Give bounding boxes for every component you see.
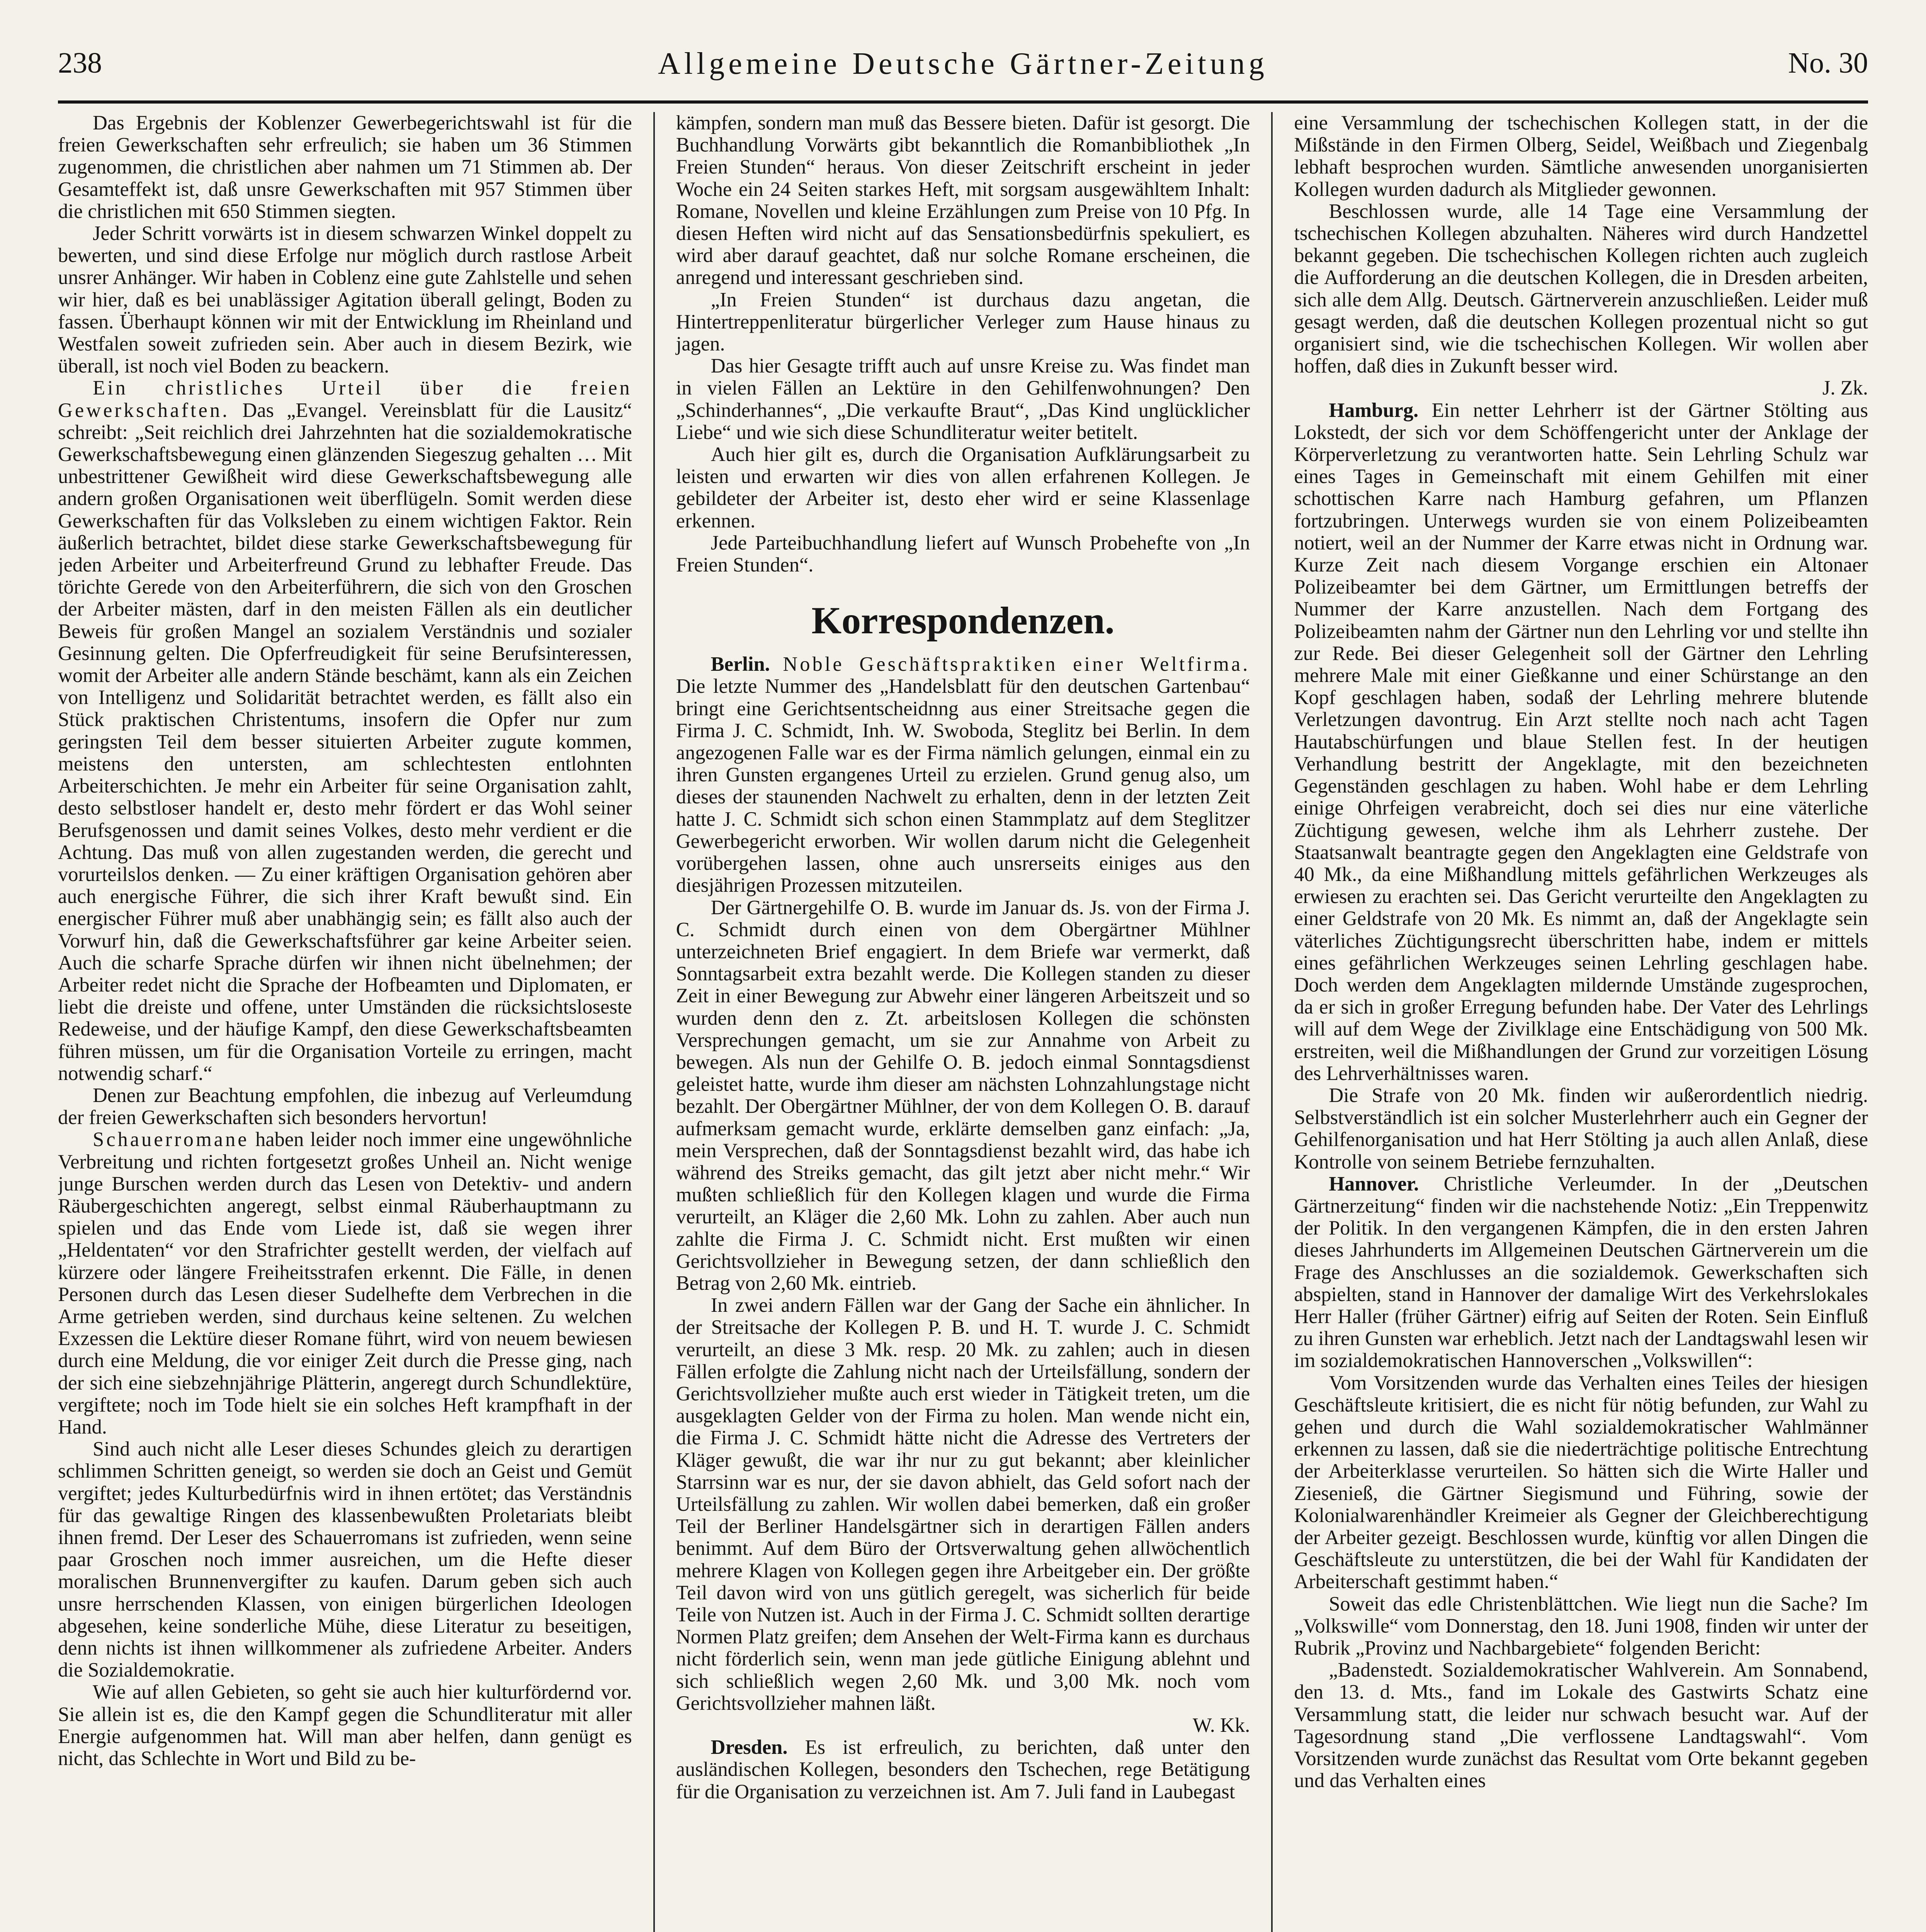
- paragraph: [58, 1129, 632, 1438]
- paragraph: „In Freien Stunden“ ist durchaus dazu angetan, die Hintertreppenliteratur bürgerlicher Verleger zum Hause hinaus zu jagen.: [676, 288, 1250, 355]
- paragraph: [676, 1736, 1250, 1803]
- paragraph: Wie auf allen Gebieten, so geht sie auch hier kulturfördernd vor. Sie allein ist es, die den Kampf gegen die Schundliteratur mit aller Energie aufgenommen hat. Will man aber helfen, dann genügt es nicht, das Schlechte in Wort und Bild zu be-: [58, 1681, 632, 1770]
- paragraph: eine Versammlung der tschechischen Kollegen statt, in der die Mißstände in den Firmen Olberg, Seidel, Weißbach und Ziegenbalg lebhaft besprochen wurden. Sämtliche anwesenden unorganisierten Kollegen wurden dadurch als Mitglieder gewonnen.: [1294, 112, 1868, 201]
- column-1: [58, 112, 653, 1932]
- column-2: [653, 112, 1272, 1932]
- paragraph: Vom Vorsitzenden wurde das Verhalten eines Teiles der hiesigen Geschäftsleute kritisiert, die es nicht für nötig befunden, zur Wahl zu gehen und durch die Wahl sozialdemokratischer Wahlmänner erkennen zu lassen, daß sie die niederträchtige politische Entrechtung der Arbeiterklasse verurteilen. So hätten sich die Wirte Haller und Ziesenieß, die Gärtner Siegismund und Führing, sowie der Kolonialwarenhändler Kreimeier als Gegner der Gleichberechtigung der Arbeiter gezeigt. Beschlossen wurde, künftig vor allen Dingen die Geschäftsleute zu unterstützen, die bei der Wahl für Kandidaten der Arbeiterschaft gestimmt haben.“: [1294, 1371, 1868, 1593]
- paragraph: [676, 1294, 1250, 1736]
- page-number: 238: [58, 47, 102, 79]
- paragraph: Die Strafe von 20 Mk. finden wir außerordentlich niedrig. Selbstverständlich ist ein solcher Musterlehrherr auch ein Gegner der Gehilfenorganisation und hat Herr Stölting ja auch allen Anlaß, diese Kontrolle von seinem Betriebe fernzuhalten.: [1294, 1084, 1868, 1173]
- place-label: Dresden.: [711, 1736, 788, 1759]
- paragraph-text: Beschlossen wurde, alle 14 Tage eine Versammlung der tschechischen Kollegen abzuhalten. Näheres wird durch Handzettel bekannt gegeben. Die tschechischen Kollegen richten auch zugleich die Aufforderung an die deutschen Kollegen, die in Dresden arbeiten, sich alle dem Allg. Deutsch. Gärtnerverein anzuschließen. Leider muß gesagt werden, daß die deutschen Kollegen prozentual nicht so gut organisiert sind, wie die tschechischen Kollegen. Wir wollen aber hoffen, daß dies in Zukunft besser wird.: [1294, 200, 1868, 378]
- paragraph: [1294, 400, 1868, 1085]
- signature: J. Zk.: [1822, 377, 1868, 400]
- paragraph: Das hier Gesagte trifft auch auf unsre Kreise zu. Was findet man in vielen Fällen an Lektüre in den Gehilfenwohnungen? Den „Schinderhannes“, „Die verkaufte Braut“, „Das Kind unglücklicher Liebe“ und wie sich diese Schundliteratur weiter betitelt.: [676, 355, 1250, 444]
- paragraph: Das Ergebnis der Koblenzer Gewerbegerichtswahl ist für die freien Gewerkschaften sehr erfreulich; sie haben um 36 Stimmen zugenommen, die christlichen aber nahmen um 71 Stimmen ab. Der Gesamteffekt ist, daß unsre Gewerkschaften mit 957 Stimmen über die christlichen mit 650 Stimmen siegten.: [58, 112, 632, 223]
- paragraph-text: In zwei andern Fällen war der Gang der Sache ein ähnlicher. In der Streitsache der Kollegen P. B. und H. T. wurde J. C. Schmidt verurteilt, an diese 3 Mk. resp. 20 Mk. zu zahlen; auch in diesen Fällen erfolgte die Zahlung nicht nach der Urteilsfällung, sondern der Gerichtsvollzieher mußte auch erst wieder in Tätigkeit treten, um die ausgeklagten Gelder von der Firma zu holen. Man wende nicht ein, die Firma J. C. Schmidt hätte nicht die Adresse des Vertreters der Kläger gewußt, die war ihr nur zu gut bekannt; aber kleinlicher Starrsinn war es nur, der sie davon abhielt, das Geld sofort nach der Urteilsfällung zu zahlen. Wir wollen dabei bemerken, daß ein großer Teil der Berliner Handelsgärtner sich in derartigen Fällen anders benimmt. Auf dem Büro der Ortsverwaltung gehen allwöchentlich mehrere Klagen von Kollegen gegen ihre Arbeitgeber ein. Der größte Teil davon wird von uns gütlich geregelt, was sicherlich für beide Teile von Nutzen ist. Auch in der Firma J. C. Schmidt sollten derartige Normen Platz greifen; dem Ansehen der Welt-Firma kann es durchaus nicht förderlich sein, wenn man jede gütliche Einigung ablehnt und sich schließlich wegen 2,60 Mk. und 3,00 Mk. noch vom Gerichtsvollzieher mahnen läßt.: [676, 1294, 1250, 1714]
- signature: W. Kk.: [1193, 1714, 1250, 1737]
- place-label: Hamburg.: [1329, 399, 1419, 422]
- issue-number: No. 30: [1788, 47, 1868, 79]
- paragraph: Denen zur Beachtung empfohlen, die inbezug auf Verleumdung der freien Gewerkschaften sich besonders hervortun!: [58, 1084, 632, 1129]
- paragraph: Jede Parteibuchhandlung liefert auf Wunsch Probehefte von „In Freien Stunden“.: [676, 531, 1250, 577]
- paragraph: Soweit das edle Christenblättchen. Wie liegt nun die Sache? Im „Volkswille“ vom Donnerstag, den 18. Juni 1908, finden wir unter der Rubrik „Provinz und Nachbargebiete“ folgenden Bericht:: [1294, 1592, 1868, 1660]
- paragraph: Jeder Schritt vorwärts ist in diesem schwarzen Winkel doppelt zu bewerten, und sind diese Erfolge nur möglich durch rastlose Arbeit unsrer Anhänger. Wir haben in Coblenz eine gute Zahlstelle und sehen wir hier, daß es bei unablässiger Agitation überall gelingt, Boden zu fassen. Überhaupt können wir mit der Entwicklung im Rheinland und Westfalen soweit zufrieden sein. Aber auch in diesem Bezirk, wie überall, ist noch viel Boden zu beackern.: [58, 222, 632, 378]
- paragraph: [676, 653, 1250, 896]
- paragraph: kämpfen, sondern man muß das Bessere bieten. Dafür ist gesorgt. Die Buchhandlung Vorwärts gibt bekanntlich die Romanbibliothek „In Freien Stunden“ heraus. Von dieser Zeitschrift erscheint in jeder Woche ein 24 Seiten starkes Heft, mit sorgsam ausgewähltem Inhalt: Romane, Novellen und kleine Erzählungen zum Preise von 10 Pfg. In diesen Heften wird nicht auf das Sensationsbedürfnis spekuliert, es wird aber darauf geachtet, daß nur solche Romane erscheinen, die anregend und interessant geschrieben sind.: [676, 112, 1250, 289]
- page-header: [58, 43, 1868, 104]
- paragraph: „Badenstedt. Sozialdemokratischer Wahlverein. Am Sonnabend, den 13. d. Mts., fand im Lokale des Gastwirts Schatz eine Versammlung statt, die leider nur schwach besucht war. Auf der Tagesordnung stand „Die verflossene Landtagswahl“. Vom Vorsitzenden wurde zunächst das Resultat vom Orte bekannt gegeben und das Verhalten eines: [1294, 1659, 1868, 1792]
- paragraph-text: Das „Evangel. Vereinsblatt für die Lausitz“ schreibt: „Seit reichlich drei Jahrzehnten hat die sozialdemokratische Gewerkschaftsbewegung einen glänzenden Siegeszug gehalten … Mit unbestrittener Gewißheit wird diese Gewerkschaftsbewegung alle andern großen Organisationen weit überflügeln. Somit werden diese Gewerkschaften für das Volksleben zu einem wichtigen Faktor. Rein äußerlich betrachtet, bildet diese starke Gewerkschaftsbewegung für jeden Arbeiter und Arbeiterfreund Grund zu lebhafter Freude. Das törichte Gerede von den Arbeiterführern, die sich von den Groschen der Arbeiter mästen, darf in den meisten Fällen als ein deutlicher Beweis für großen Mangel an sozialem Verständnis und sozialer Gesinnung gelten. Die Opferfreudigkeit für seine Berufsinteressen, womit der Arbeiter alle andern Stände beschämt, kann als ein Zeichen von Intelligenz und Solidarität betrachtet werden, es fällt also ein Stück praktischen Christentums, insofern die Opfer nur zum geringsten Teil dem besser situierten Arbeiter zugute kommen, meistens den untersten, am schlechtesten entlohnten Arbeiterschichten. Je mehr ein Arbeiter für seine Organisation zahlt, desto selbstloser handelt er, desto mehr fördert er das Wohl seiner Berufsgenossen und damit seines Volkes, desto mehr verdient er die Achtung. Das muß von allen zugestanden werden, die gerecht und vorurteilslos denken. — Zu einer kräftigen Organisation gehören aber auch energische Führer, die sich ihrer Kraft bewußt sind. Ein energischer Führer muß aber unabhängig sein; es fällt also auch der Vorwurf hin, daß die Gewerkschaftsführer gar keine Arbeiter seien. Auch die scharfe Sprache dürfen wir ihnen nicht übelnehmen; der Arbeiter redet nicht die Sprache der Hofbeamten und Diplomaten, er liebt die dreiste und offene, unter Umständen die rücksichtsloseste Redeweise, und der häufige Kampf, den diese Gewerkschaftsbeamten führen müssen, um für die Organisation Vorteile zu erringen, macht notwendig scharf.“: [58, 399, 632, 1085]
- paragraph: Auch hier gilt es, durch die Organisation Aufklärungsarbeit zu leisten und erwarten wir dies von allen erfahrenen Kollegen. Je gebildeter der Arbeiter ist, desto eher wird er seine Klassenlage erkennen.: [676, 443, 1250, 532]
- paragraph-text: Die letzte Nummer des „Handelsblatt für den deutschen Gartenbau“ bringt eine Gerichtsentscheidnng aus einer Streitsache gegen die Firma J. C. Schmidt, Inh. W. Swoboda, Steglitz bei Berlin. In dem angezogenen Falle war es der Firma nämlich gelungen, einmal ein zu ihren Gunsten ergangenes Urteil zu erzielen. Grund genug also, um dieses der staunenden Nachwelt zu erhalten, denn in der letzten Zeit hatte J. C. Schmidt sich schon einen Stammplatz auf dem Steglitzer Gewerbegericht erworben. Wir wollen darum nicht die Gelegenheit vorübergehen lassen, ohne auch unsrerseits einiges aus den diesjährigen Prozessen mitzuteilen.: [676, 675, 1250, 897]
- paragraph-text: haben leider noch immer eine ungewöhnliche Verbreitung und richten fortgesetzt großes Unheil an. Nicht wenige junge Burschen werden durch das Lesen von Detektiv- und andern Räubergeschichten angeregt, selbst einmal Räuberhauptmann zu spielen und das Ende vom Liede ist, daß sie wegen ihrer „Heldentaten“ vor den Strafrichter gestellt werden, der vielfach auf kürzere oder längere Freiheitsstrafen erkennt. Die Fälle, in denen Personen durch das Lesen dieser Sudelhefte dem Verbrechen in die Arme getrieben werden, sind durchaus keine seltenen. Zu welchen Exzessen die Lektüre dieser Romane führt, wird von neuem bewiesen durch eine Meldung, die vor einiger Zeit durch die Presse ging, nach der sich eine siebzehnjährige Plätterin, angeregt durch Schundlektüre, vergiftete; noch im Tode hielt sie ein solches Heft krampfhaft in der Hand.: [58, 1128, 632, 1438]
- column-3: [1271, 112, 1868, 1932]
- paragraph-text: Christliche Verleumder. In der „Deutschen Gärtnerzeitung“ finden wir die nachstehende Notiz: „Ein Treppenwitz der Politik. In den vergangenen Kämpfen, die in den ersten Jahren dieses Jahrhunderts im Allgemeinen Deutschen Gärtnerverein um die Frage des Anschlusses an die sozialdemok. Gewerkschaften sich abspielten, stand in Hannover der damalige Wirt des Verkehrslokales Herr Haller (früher Gärtner) eifrig auf Seiten der Roten. Sein Einfluß zu ihren Gunsten war erheblich. Jetzt nach der Landtagswahl lesen wir im sozialdemokratischen Hannoverschen „Volkswillen“:: [1294, 1172, 1868, 1372]
- paragraph-title: Ein christliches Urteil über die freien Gewerkschaften.: [58, 377, 632, 422]
- paragraph: Sind auch nicht alle Leser dieses Schundes gleich zu derartigen schlimmen Schritten geneigt, so werden sie doch an Geist und Gemüt vergiftet; jedes Kulturbedürfnis wird in ihnen ertötet; das Verständnis für das gewaltige Ringen des klassenbewußten Proletariats bleibt ihnen fremd. Der Leser des Schauerromans ist zufrieden, wenn seine paar Groschen noch immer ausreichen, um die Hefte dieser moralischen Brunnenvergifter zu kaufen. Darum geben sich auch unsre herrschenden Klassen, von einigen bürgerlichen Ideologen abgesehen, keine sonderliche Mühe, diese Literatur zu beseitigen, denn nichts ist ihnen willkommener als zufriedene Arbeiter. Anders die Sozialdemokratie.: [58, 1438, 632, 1682]
- paragraph: [1294, 1173, 1868, 1372]
- paragraph-text: Es ist erfreulich, zu berichten, daß unter den ausländischen Kollegen, besonders den Tschechen, rege Betätigung für die Organisation zu verzeichnen ist. Am 7. Juli fand in Laubegast: [676, 1736, 1250, 1803]
- place-label: Berlin.: [711, 653, 770, 676]
- section-heading: Korrespondenzen.: [811, 599, 1115, 642]
- paragraph: [1294, 201, 1868, 400]
- place-label: Hannover.: [1329, 1172, 1419, 1195]
- paragraph: Der Gärtnergehilfe O. B. wurde im Januar ds. Js. von der Firma J. C. Schmidt durch einen von dem Obergärtner Mühlner unterzeichneten Brief engagiert. In dem Briefe war vermerkt, daß Sonntagsarbeit extra bezahlt werde. Die Kollegen standen zu dieser Zeit in einer Bewegung zur Abwehr einer längeren Arbeitszeit und so wurden denn den z. Zt. arbeitslosen Kollegen die schönsten Versprechungen gemacht, um sie zur Annahme von Arbeit zu bewegen. Als nun der Gehilfe O. B. jedoch einmal Sonntagsdienst geleistet hatte, wurde ihm dieser am nächsten Lohnzahlungstage nicht bezahlt. Der Obergärtner Mühlner, der von dem Kollegen O. B. darauf aufmerksam gemacht wurde, erklärte demselben ganz einfach: „Ja, mein Versprechen, daß der Sonntagsdienst bezahlt wird, das habe ich während des Streiks gemacht, das gilt jetzt aber nicht mehr.“ Wir mußten schließlich für den Kollegen klagen und wurde die Firma verurteilt, an Kläger die 2,60 Mk. Lohn zu zahlen. Aber auch nun zahlte die Firma J. C. Schmidt nicht. Erst mußten wir einen Gerichtsvollzieher in Bewegung setzen, der dann schließlich den Betrag von 2,60 Mk. eintrieb.: [676, 896, 1250, 1294]
- paragraph-text: Ein netter Lehrherr ist der Gärtner Stölting aus Lokstedt, der sich vor dem Schöffengericht unter der Anklage der Körperverletzung zu verantworten hatte. Sein Lehrling Schulz war eines Tages in Gemeinschaft mit einem Gehilfen mit einer schottischen Karre nach Hamburg gefahren, um Pflanzen fortzubringen. Unterwegs wurden sie von einem Polizeibeamten notiert, weil an der Nummer der Karre etwas nicht in Ordnung war. Kurze Zeit nach diesem Vorgange erschien ein Altonaer Polizeibeamter bei dem Gärtner, um Ermittlungen betreffs der Nummer der Karre anzustellen. Nach dem Fortgang des Polizeibeamten nahm der Gärtner nun den Lehrling vor und stellte ihn zur Rede. Bei dieser Gelegenheit soll der Gärtner den Lehrling mehrere Male mit einer Gießkanne und einer Schürstange an den Kopf geschlagen haben, sodaß der Lehrling mehrere blutende Verletzungen davontrug. Ein Arzt stellte noch nach acht Tagen Hautabschürfungen und blaue Stellen fest. In der heutigen Verhandlung bestritt der Angeklagte, mit den bezeichneten Gegenständen geschlagen zu haben. Wohl habe er dem Lehrling einige Ohrfeigen verabreicht, doch sei dies nur eine väterliche Züchtigung gewesen, welche ihm als Lehrherr zustehe. Der Staatsanwalt beantragte gegen den Angeklagten eine Geldstrafe von 40 Mk., da eine Mißhandlung mittels gefährlichen Werkzeuges als erwiesen zu erachten sei. Das Gericht verurteilte den Angeklagten zu einer Geldstrafe von 20 Mk. Es nimmt an, daß der Angeklagte sein väterliches Züchtigungsrecht überschritten habe, indem er mittels eines gefährlichen Werkzeuges seinen Lehrling geschlagen habe. Doch werden dem Angeklagten mildernde Umstände zugesprochen, da er sich in großer Erregung befunden habe. Der Vater des Lehrlings will auf dem Wege der Zivilklage eine Entschädigung von 500 Mk. erstreiten, weil die Mißhandlungen der Grund zur vorzeitigen Lösung des Lehrverhältnisses waren.: [1294, 399, 1868, 1085]
- paragraph-title: Schauerromane: [93, 1128, 249, 1151]
- paragraph-title: Noble Geschäftspraktiken einer Weltfirma.: [783, 653, 1250, 676]
- paragraph: [58, 377, 632, 1085]
- article-columns: [58, 112, 1868, 1932]
- newspaper-title: Allgemeine Deutsche Gärtner-Zeitung: [658, 47, 1268, 81]
